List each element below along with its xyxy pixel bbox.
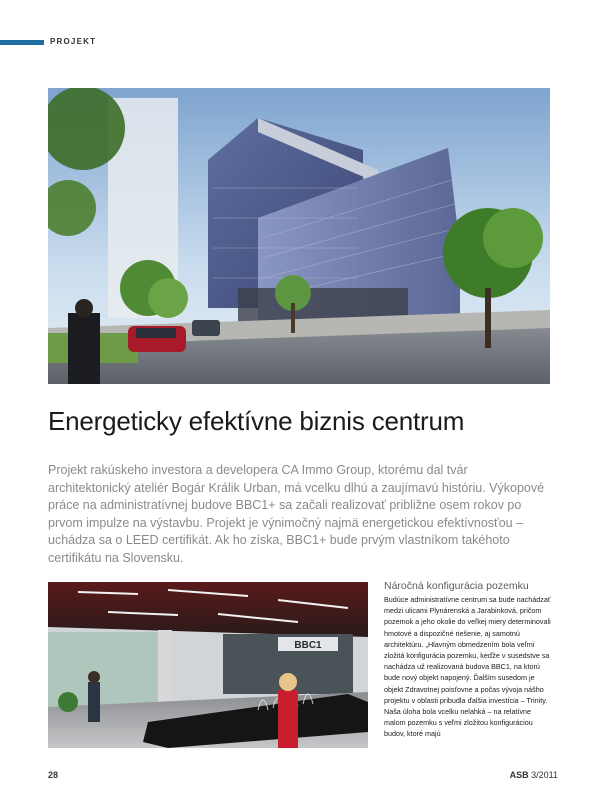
building-exterior-image xyxy=(48,88,550,384)
article-lead: Projekt rakúskeho investora a developera CA Immo Group, ktorému dal tvár architektonický ateliér Bogár Králik Urban, má vcelku dlhú a zaujímavú históriu. Výkopové práce na administratívnej budove BBC1+ sa začali realizovať približne osem rokov po prvom impulze na výstavbu. Projekt je výnimočný najmä energetickou efektívnosťou – uchádza sa o LEED certifikát. Ak ho získa, BBC1+ bude prvým vlastníkom takéhoto certifikátu na Slovensku. xyxy=(48,463,545,565)
issue-info xyxy=(510,770,558,780)
lobby-sign-text: BBC1 xyxy=(294,640,322,651)
body-column xyxy=(384,580,552,740)
body-subheading: Náročná konfigurácia pozemku xyxy=(384,580,529,592)
magazine-name: ASB xyxy=(509,770,529,780)
body-text: Budúce administratívne centrum sa bude nachádzať medzi ulicami Plynárenská a Jarabinková, pričom pozemok a jeho okolie do veľkej miery determinovali hmotové a dispozičné riešenie, aj samotnú architektúru. „Hlavným obmedzením bola veľmi zložitá konfigurácia pozemku, keďže v susedstve sa nachádza už realizovaná budova BBC1, na ktorú bude nový objekt napojený. Ďalším susedom je objekt Zdravotnej poisťovne a počas vývoja nášho projektu v oblasti pribudla ďalšia investícia – Trinity. Naša úloha bola vcelku nelahká – na relatívne malom pozemku s veľmi zložitou konfiguráciou budov, ktoré majú xyxy=(384,595,551,739)
page-number: 28 xyxy=(48,770,59,780)
article-title: Energeticky efektívne biznis centrum xyxy=(48,406,465,436)
lobby-interior-image xyxy=(48,582,368,748)
issue-number: 3/2011 xyxy=(531,770,558,780)
section-color-bar xyxy=(0,40,44,45)
section-label: PROJEKT xyxy=(50,37,97,46)
